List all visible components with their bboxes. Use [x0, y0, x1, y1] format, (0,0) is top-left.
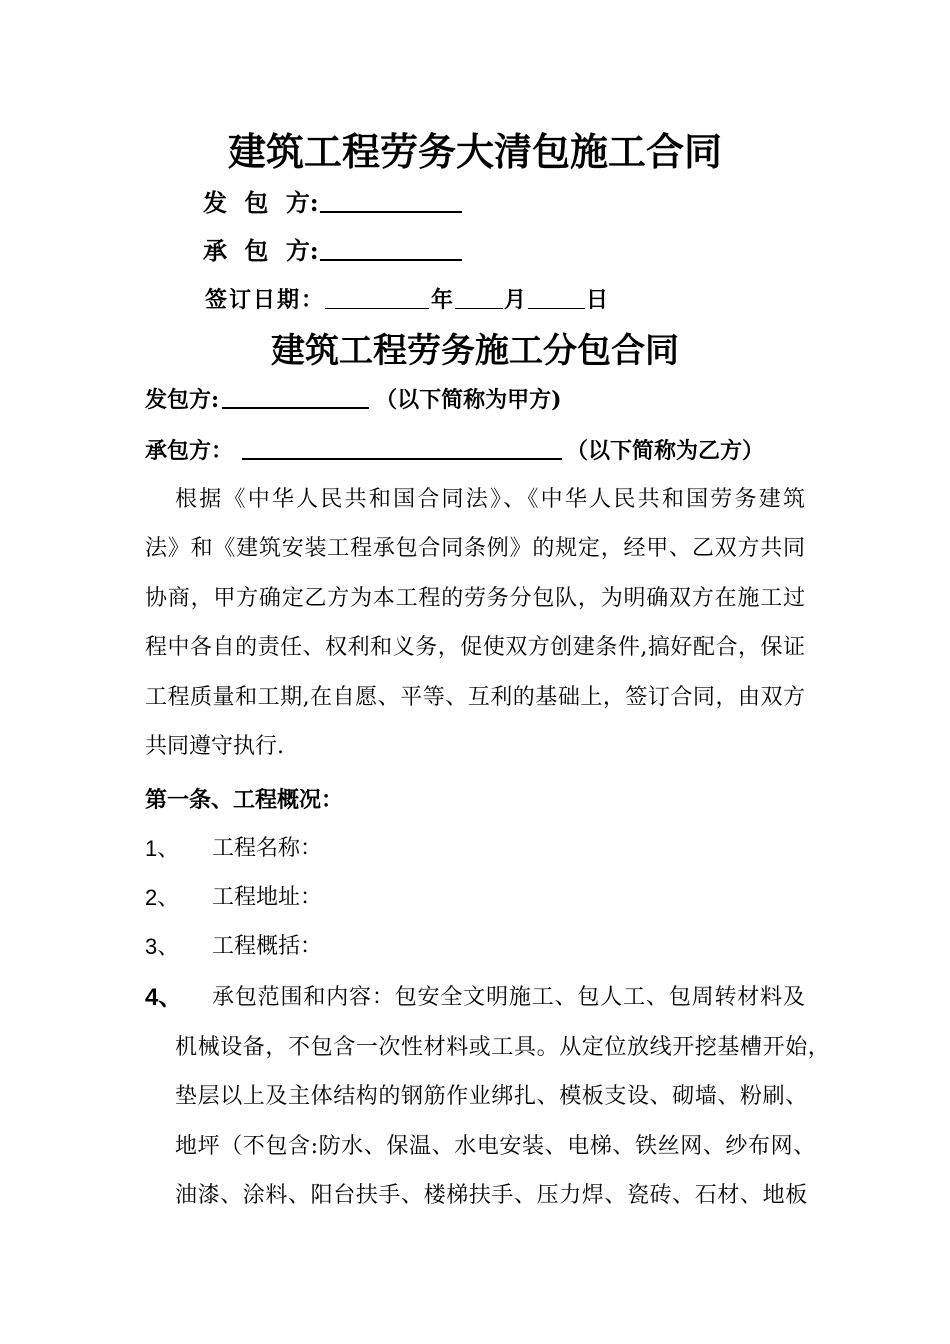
item-number: 4、	[145, 984, 183, 1011]
item-4-continuation-line: 油漆、涂料、阳台扶手、楼梯扶手、压力焊、瓷砖、石材、地板	[175, 1183, 808, 1208]
sign-month-blank	[455, 307, 503, 309]
party-a-note: （以下简称为甲方)	[375, 387, 562, 413]
party-a-label: 发包方:	[145, 387, 220, 413]
party-a-blank	[222, 406, 369, 409]
preamble-line: 共同遵守执行.	[145, 734, 284, 759]
sign-year-label: 年	[431, 287, 456, 313]
article-1-item	[145, 834, 805, 864]
item-number: 1、	[145, 836, 180, 861]
cover-employer-row	[203, 187, 462, 219]
party-b-blank	[242, 457, 562, 460]
item-4-continuation-line: 垫层以上及主体结构的钢筋作业绑扎、模板支设、砌墙、粉刷、	[175, 1084, 808, 1109]
sign-date-row	[205, 285, 610, 315]
preamble-line: 协商，甲方确定乙方为本工程的劳务分包队，为明确双方在施工过	[145, 586, 805, 611]
article-1-item	[145, 983, 805, 1013]
preamble-line: 程中各自的责任、权利和义务，促使双方创建条件,搞好配合，保证	[145, 635, 805, 660]
article-1-item	[145, 932, 805, 962]
article-1-item	[145, 883, 805, 913]
item-text: 工程地址：	[212, 885, 323, 910]
preamble-line: 工程质量和工期,在自愿、平等、互利的基础上，签订合同，由双方	[145, 685, 805, 710]
item-number: 2、	[145, 885, 180, 910]
sign-year-blank	[325, 307, 429, 309]
item-number: 3、	[145, 934, 180, 959]
contract-subtitle: 建筑工程劳务施工分包合同	[271, 331, 679, 371]
cover-employer-label: 发 包 方:	[203, 188, 319, 217]
sign-date-label: 签订日期：	[205, 287, 326, 313]
item-4-continuation-line: 机械设备，不包含一次性材料或工具。从定位放线开挖基槽开始，	[175, 1035, 831, 1060]
cover-contractor-label: 承 包 方:	[203, 236, 319, 265]
cover-title: 建筑工程劳务大清包施工合同	[227, 129, 722, 174]
item-text: 工程概括：	[212, 934, 323, 959]
cover-employer-blank	[320, 210, 462, 213]
party-b-label: 承包方：	[145, 438, 234, 464]
sign-day-blank	[528, 307, 585, 309]
party-a-row	[145, 385, 562, 415]
cover-contractor-row	[203, 235, 462, 267]
preamble-line: 法》和《建筑安装工程承包合同条例》的规定，经甲、乙双方共同	[145, 536, 805, 561]
party-b-note: （以下简称为乙方）	[566, 438, 765, 464]
item-text: 工程名称：	[212, 836, 323, 861]
item-4-continuation-line: 地坪（不包含:防水、保温、水电安装、电梯、铁丝网、纱布网、	[175, 1134, 816, 1159]
article-1-heading: 第一条、工程概况：	[145, 787, 344, 813]
party-b-row	[145, 436, 764, 466]
sign-day-label: 日	[586, 287, 611, 313]
preamble-line: 根据《中华人民共和国合同法》、《中华人民共和国劳务建筑	[175, 487, 805, 512]
sign-month-label: 月	[504, 287, 529, 313]
item-text: 承包范围和内容：包安全文明施工、包人工、包周转材料及	[212, 985, 805, 1010]
cover-contractor-blank	[320, 258, 462, 261]
